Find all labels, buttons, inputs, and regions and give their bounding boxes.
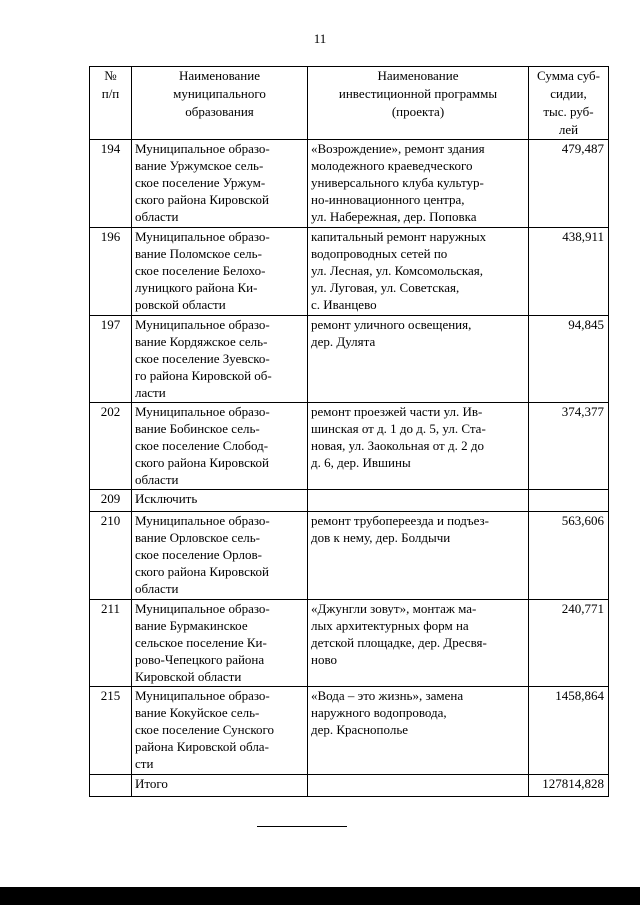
page-number: 11 (313, 31, 327, 46)
row-municipality: Исключить (132, 490, 308, 512)
row-program: «Возрождение», ремонт здания молодежного краеведческого универсального клуба культур- но-инновационного центра, ул. Набережная, дер. Поповка (308, 140, 529, 228)
row-number: 211 (90, 600, 132, 687)
row-municipality: Муниципальное образо- вание Бурмакинское сельское поселение Ки- рово-Чепецкого района Кировской области (132, 600, 308, 687)
table-row (90, 316, 609, 403)
total-label: Итого (132, 775, 308, 797)
row-municipality: Муниципальное образо- вание Бобинское сель- ское поселение Слобод- ского района Кировской области (132, 403, 308, 490)
row-program: капитальный ремонт наружных водопроводных сетей по ул. Лесная, ул. Комсомольская, ул. Луговая, ул. Советская, с. Иванцево (308, 228, 529, 316)
table-row (90, 687, 609, 775)
row-sum: 94,845 (529, 316, 609, 403)
table-header-row (90, 67, 609, 140)
row-program (308, 490, 529, 512)
row-program: ремонт уличного освещения, дер. Дулята (308, 316, 529, 403)
scan-bottom-border (0, 887, 640, 905)
row-number: 209 (90, 490, 132, 512)
row-program: ремонт проезжей части ул. Ив- шинская от д. 1 до д. 5, ул. Ста- новая, ул. Заокольная от д. 2 до д. 6, дер. Ившины (308, 403, 529, 490)
row-municipality: Муниципальное образо- вание Поломское сель- ское поселение Белохо- луницкого района Ки- ровской области (132, 228, 308, 316)
row-program: «Вода – это жизнь», замена наружного водопровода, дер. Краснополье (308, 687, 529, 775)
total-row (90, 775, 609, 797)
row-municipality: Муниципальное образо- вание Уржумское сель- ское поселение Уржум- ского района Кировской области (132, 140, 308, 228)
table-row (90, 140, 609, 228)
row-sum: 240,771 (529, 600, 609, 687)
row-municipality: Муниципальное образо- вание Кордяжское сель- ское поселение Зуевско- го района Кировской об- ласти (132, 316, 308, 403)
total-sum: 127814,828 (529, 775, 609, 797)
header-program: Наименование инвестиционной программы (проекта) (308, 67, 529, 140)
row-number: 194 (90, 140, 132, 228)
table-row (90, 403, 609, 490)
total-program (308, 775, 529, 797)
row-program: ремонт трубопереезда и подъез- дов к нему, дер. Болдычи (308, 512, 529, 600)
table-row (90, 228, 609, 316)
row-number: 215 (90, 687, 132, 775)
row-sum: 1458,864 (529, 687, 609, 775)
row-number: 197 (90, 316, 132, 403)
row-program: «Джунгли зовут», монтаж ма- лых архитектурных форм на детской площадке, дер. Дресвя- ново (308, 600, 529, 687)
subsidy-table (89, 66, 609, 797)
header-municipality: Наименование муниципального образования (132, 67, 308, 140)
table-row (90, 600, 609, 687)
row-sum: 563,606 (529, 512, 609, 600)
row-number: 202 (90, 403, 132, 490)
table-row (90, 512, 609, 600)
row-number: 210 (90, 512, 132, 600)
row-sum: 479,487 (529, 140, 609, 228)
row-number: 196 (90, 228, 132, 316)
total-number (90, 775, 132, 797)
row-municipality: Муниципальное образо- вание Кокуйское сель- ское поселение Сунского района Кировской обла- сти (132, 687, 308, 775)
header-sum: Сумма суб- сидии, тыс. руб- лей (529, 67, 609, 140)
row-municipality: Муниципальное образо- вание Орловское сель- ское поселение Орлов- ского района Кировской области (132, 512, 308, 600)
row-sum (529, 490, 609, 512)
row-sum: 438,911 (529, 228, 609, 316)
header-number: № п/п (90, 67, 132, 140)
row-sum: 374,377 (529, 403, 609, 490)
footer-separator-line (257, 826, 347, 827)
table-row (90, 490, 609, 512)
